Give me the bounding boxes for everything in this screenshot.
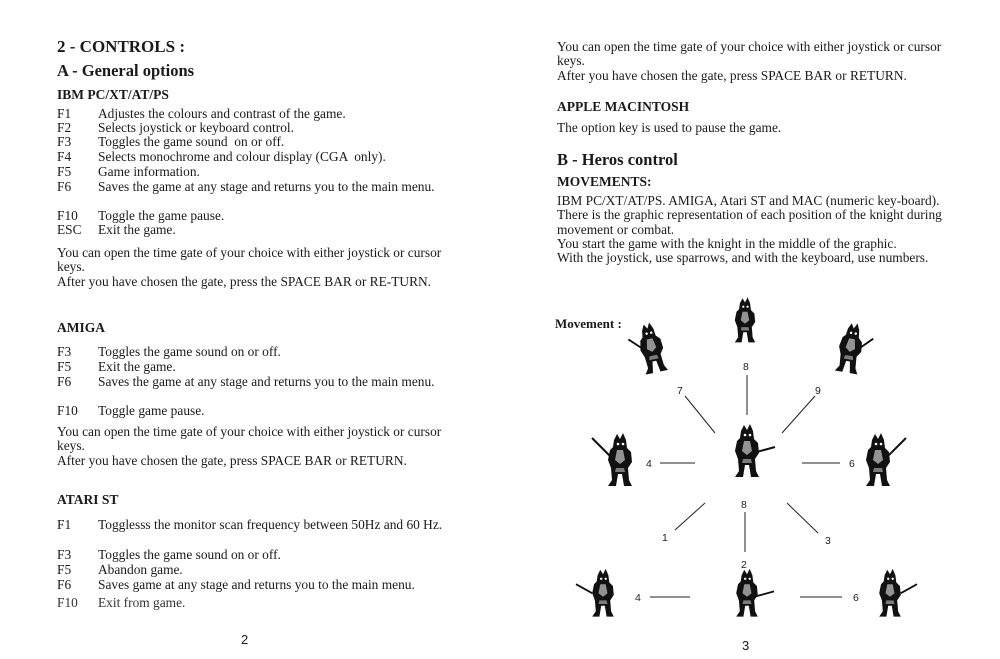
ibm-instructions — [57, 246, 447, 289]
amiga-heading: AMIGA — [57, 320, 105, 335]
key-label: F1 — [57, 517, 72, 532]
direction-number-4-mid: 4 — [646, 458, 652, 470]
key-label: F6 — [57, 577, 72, 592]
key-description: Saves the game at any stage and returns you to the main menu. — [98, 179, 435, 194]
direction-number-6-mid: 6 — [849, 458, 855, 470]
paragraph: With the joystick, use sparrows, and with the keyboard, use numbers. — [557, 250, 929, 266]
movements-heading: MOVEMENTS: — [557, 174, 652, 189]
paragraph: You can open the time gate of your choice with either joystick or cursor keys. — [57, 245, 442, 275]
apple-heading: APPLE MACINTOSH — [557, 99, 690, 114]
line-1 — [675, 503, 705, 530]
paragraph: You can open the time gate of your choice with either joystick or cursor keys. — [57, 424, 442, 454]
section-a-heading: A - General options — [57, 61, 195, 80]
knight-sprite-7 — [626, 321, 668, 377]
key-label: ESC — [57, 222, 82, 237]
movement-diagram — [500, 290, 1000, 630]
knight-sprite-8-top — [735, 297, 755, 342]
direction-number-4-bot: 4 — [635, 592, 641, 604]
ibm-heading: IBM PC/XT/AT/PS — [57, 87, 169, 102]
page-number: 3 — [742, 638, 750, 653]
knight-sprite-4-mid — [592, 433, 632, 486]
time-gate-instructions — [557, 40, 947, 83]
knight-sprite-2 — [736, 569, 774, 617]
key-label: F1 — [57, 106, 72, 121]
key-label: F5 — [57, 164, 72, 179]
key-label: F10 — [57, 403, 78, 418]
key-description: Toggles the game sound on or off. — [98, 134, 285, 149]
section-b-heading: B - Heros control — [557, 150, 678, 169]
page-title: 2 - CONTROLS : — [57, 37, 185, 56]
atari-heading: ATARI ST — [57, 492, 119, 507]
key-label: F10 — [57, 208, 78, 223]
knight-sprite-6-mid — [866, 433, 906, 486]
knight-sprite-6-bot — [879, 569, 917, 617]
line-3 — [787, 503, 818, 533]
key-label: F6 — [57, 374, 72, 389]
key-label: F5 — [57, 562, 72, 577]
movements-text — [557, 194, 942, 265]
key-description: Game information. — [98, 164, 200, 179]
key-description: Selects monochrome and colour display (CGA only). — [98, 149, 386, 164]
key-description: Toggles the game sound on or off. — [98, 344, 281, 359]
direction-number-9: 9 — [815, 385, 821, 397]
line-7 — [685, 396, 715, 433]
key-label: F6 — [57, 179, 72, 194]
key-description: Selects joystick or keyboard control. — [98, 120, 294, 135]
direction-number-8-top: 8 — [743, 361, 749, 373]
line-9 — [782, 396, 815, 433]
right-page — [500, 0, 1000, 659]
direction-number-3: 3 — [825, 535, 831, 547]
key-label: F3 — [57, 134, 72, 149]
paragraph: After you have chosen the gate, press the SPACE BAR or RE-TURN. — [57, 273, 432, 289]
key-label: F10 — [57, 595, 78, 610]
knight-sprite-center — [735, 424, 775, 477]
direction-number-8-low: 8 — [741, 499, 747, 511]
key-label: F5 — [57, 359, 72, 374]
knight-sprite-9 — [835, 321, 876, 376]
direction-number-6-bot: 6 — [853, 592, 859, 604]
paragraph: After you have chosen the gate, press SPACE BAR or RETURN. — [557, 67, 907, 83]
knight-sprite-4-bot — [576, 569, 614, 617]
paragraph: You start the game with the knight in the middle of the graphic. — [557, 235, 897, 251]
page-number: 2 — [241, 632, 249, 647]
key-label: F2 — [57, 120, 72, 135]
key-description: Toggle game pause. — [98, 403, 205, 418]
key-description: Exit the game. — [98, 222, 176, 237]
direction-number-7: 7 — [677, 385, 683, 397]
direction-number-1: 1 — [662, 532, 668, 544]
key-description: Abandon game. — [98, 562, 183, 577]
paragraph: There is the graphic representation of each position of the knight during movement or combat. — [557, 207, 942, 237]
key-description: Saves game at any stage and returns you to the main menu. — [98, 577, 415, 592]
paragraph: IBM PC/XT/AT/PS. AMIGA, Atari ST and MAC (numeric key-board). — [557, 193, 940, 208]
key-description: Exit from game. — [98, 595, 186, 610]
key-label: F3 — [57, 547, 72, 562]
paragraph: After you have chosen the gate, press SPACE BAR or RETURN. — [57, 452, 407, 468]
key-description: Exit the game. — [98, 359, 176, 374]
amiga-instructions — [57, 425, 447, 468]
key-label: F4 — [57, 149, 72, 164]
direction-number-2: 2 — [741, 559, 747, 571]
apple-text: The option key is used to pause the game. — [557, 120, 782, 135]
key-description: Togglesss the monitor scan frequency between 50Hz and 60 Hz. — [98, 517, 443, 532]
paragraph: You can open the time gate of your choice with either joystick or cursor keys. — [557, 39, 942, 69]
movement-label: Movement : — [555, 316, 622, 331]
key-description: Toggle the game pause. — [98, 208, 225, 223]
key-label: F3 — [57, 344, 72, 359]
key-description: Toggles the game sound on or off. — [98, 547, 281, 562]
key-description: Adjustes the colours and contrast of the game. — [98, 106, 346, 121]
key-description: Saves the game at any stage and returns you to the main menu. — [98, 374, 435, 389]
